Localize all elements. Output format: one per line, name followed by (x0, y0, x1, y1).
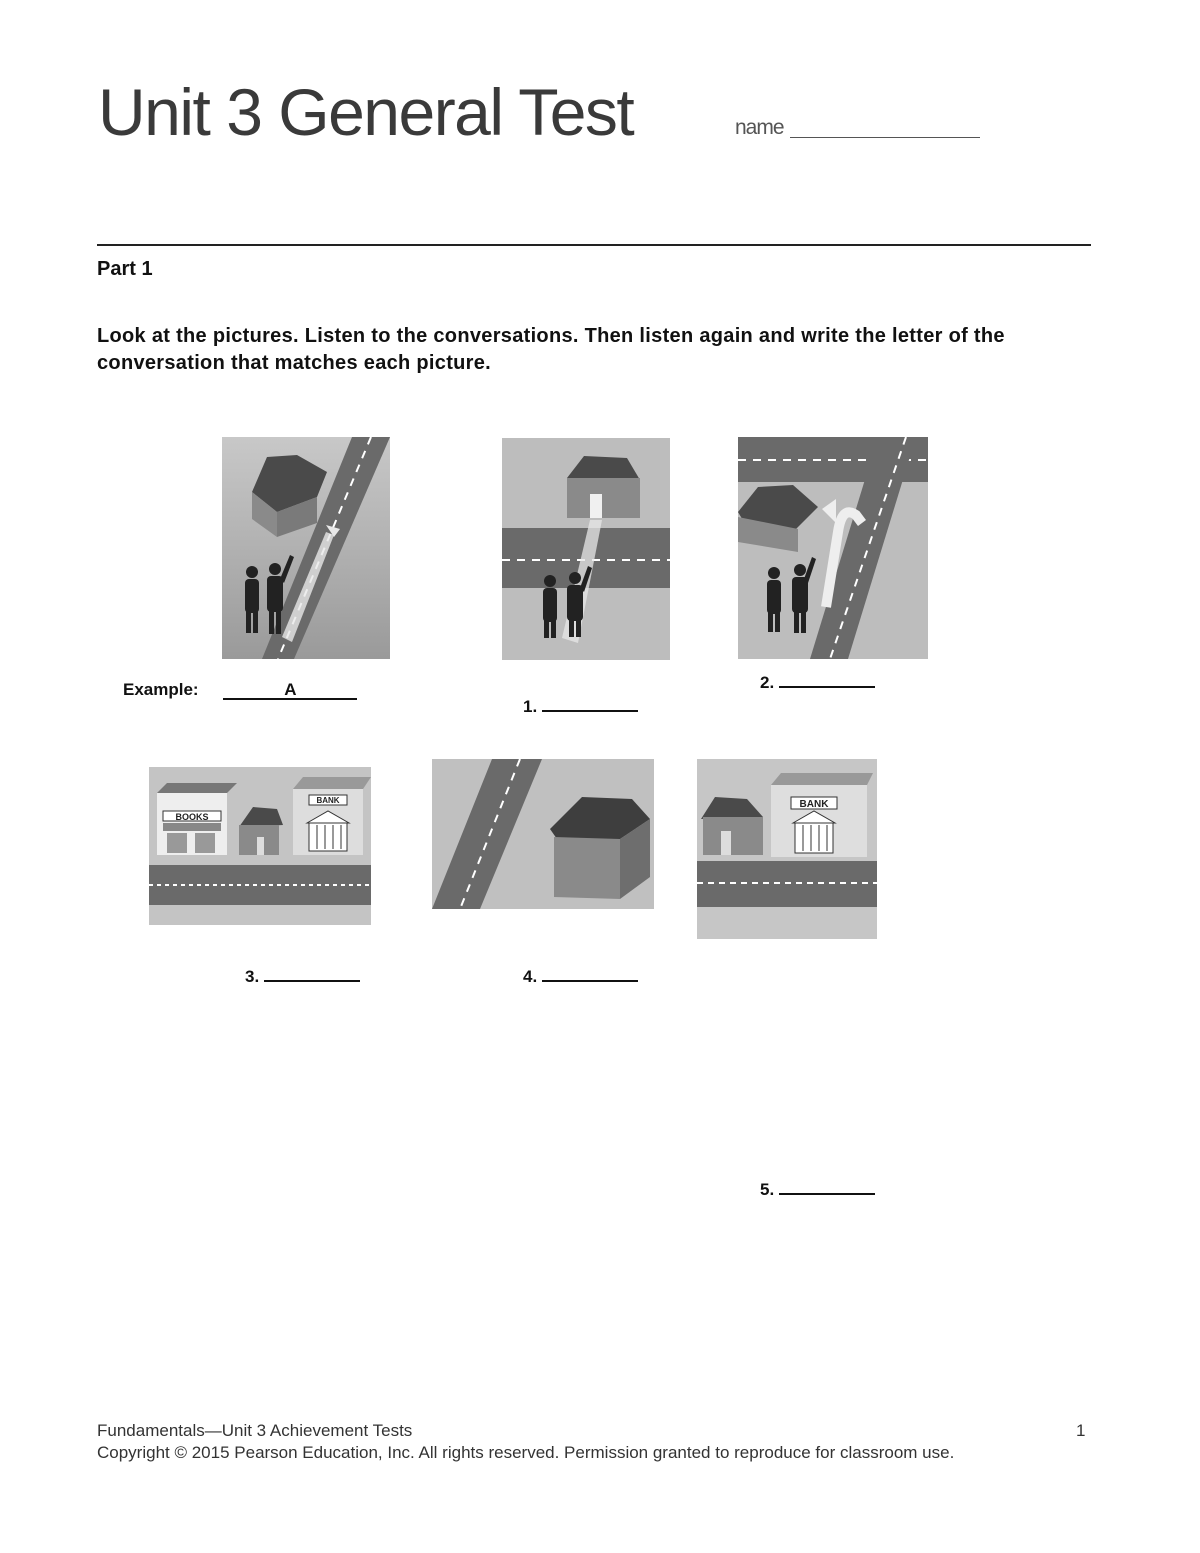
answer-4-number: 4. (523, 967, 538, 986)
picture-3 (149, 767, 371, 925)
footer-title: Fundamentals—Unit 3 Achievement Tests (97, 1421, 413, 1440)
example-label: Example: (123, 680, 199, 699)
example-picture (222, 437, 390, 659)
instructions: Look at the pictures. Listen to the conversations. Then listen again and write the letter of the conversation that matches each picture. (97, 325, 1005, 374)
answer-3-blank[interactable] (264, 962, 360, 982)
page-number: 1 (1076, 1421, 1086, 1440)
answer-2-blank[interactable] (779, 668, 875, 688)
answer-1-number: 1. (523, 697, 538, 716)
footer-copyright: Copyright © 2015 Pearson Education, Inc. All rights reserved. Permission granted to reproduce for classroom use. (97, 1443, 955, 1462)
picture-2 (738, 437, 928, 659)
answer-1 (523, 692, 638, 717)
answer-3 (245, 962, 360, 987)
answer-2-number: 2. (760, 673, 775, 692)
page-title: Unit 3 General Test (98, 75, 634, 149)
header-divider (97, 244, 1091, 246)
name-label: name (735, 116, 784, 139)
picture-4 (432, 759, 654, 909)
answer-5 (760, 1175, 875, 1200)
bank-sign: BANK (799, 799, 829, 810)
answer-5-blank[interactable] (779, 1175, 875, 1195)
bank-sign-small: BANK (316, 796, 340, 805)
picture-1 (502, 438, 670, 660)
name-input-line[interactable] (790, 137, 980, 138)
answer-5-number: 5. (760, 1180, 775, 1199)
example-answer (123, 680, 357, 700)
answer-3-number: 3. (245, 967, 260, 986)
example-answer-value: A (223, 680, 357, 700)
answer-2 (760, 668, 875, 693)
books-sign: BOOKS (175, 812, 209, 822)
part-label: Part 1 (97, 258, 153, 280)
picture-5 (697, 759, 877, 939)
answer-1-blank[interactable] (542, 692, 638, 712)
answer-4-blank[interactable] (542, 962, 638, 982)
answer-4 (523, 962, 638, 987)
